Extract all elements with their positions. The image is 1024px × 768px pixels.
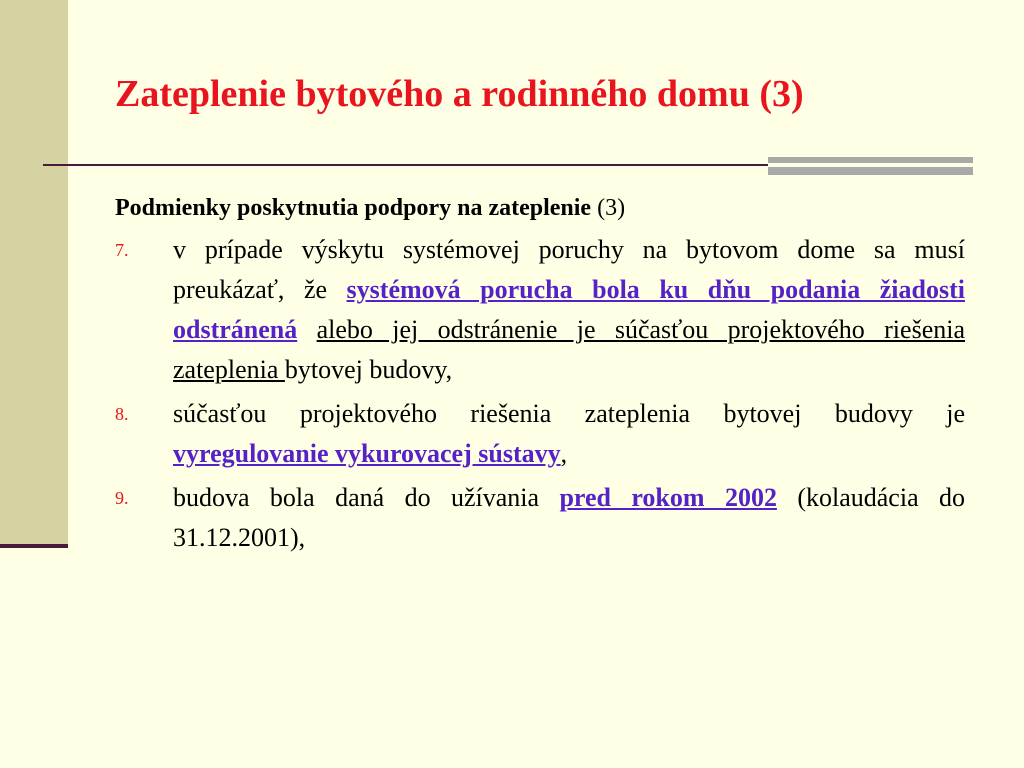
underlined-text: alebo jej odstránenie je súčasťou projektového riešenia zateplenia — [173, 315, 965, 384]
item-text: (kolaudácia do 31.12.2001), — [173, 483, 966, 552]
list-item-7 — [115, 230, 965, 390]
item-text — [297, 315, 316, 344]
title-divider — [43, 164, 768, 166]
list-number: 8. — [115, 404, 129, 424]
section-heading — [115, 192, 965, 224]
link-system-fault[interactable]: systémová porucha bola ku dňu podania žiadosti odstránená — [173, 275, 965, 344]
left-decorative-bar — [0, 0, 68, 546]
list-item-9 — [115, 478, 965, 558]
item-text: bytovej budovy, — [284, 355, 453, 384]
item-text: budova bola daná do užívania — [173, 483, 560, 512]
left-bar-divider — [0, 544, 68, 548]
list-number: 7. — [115, 240, 129, 260]
link-heating-regulation[interactable]: vyregulovanie vykurovacej sústavy — [173, 439, 561, 468]
list-item-8 — [115, 394, 965, 474]
item-text: , — [560, 439, 568, 468]
item-text: v prípade výskytu systémovej poruchy na bytovom dome sa musí preukázať, že — [173, 235, 965, 304]
accent-bar-bottom — [768, 167, 973, 175]
section-heading-bold: Podmienky poskytnutia podpory na zateplenie — [115, 195, 592, 221]
slide-title: Zateplenie bytového a rodinného domu (3) — [115, 73, 804, 115]
accent-bars — [768, 157, 973, 179]
item-text: súčasťou projektového riešenia zateplenia bytovej budovy je — [173, 399, 965, 428]
accent-bar-top — [768, 157, 973, 163]
section-heading-suffix: (3) — [591, 195, 626, 221]
link-before-2002[interactable]: pred rokom 2002 — [559, 483, 777, 512]
list-number: 9. — [115, 488, 129, 508]
slide-content — [115, 192, 965, 562]
